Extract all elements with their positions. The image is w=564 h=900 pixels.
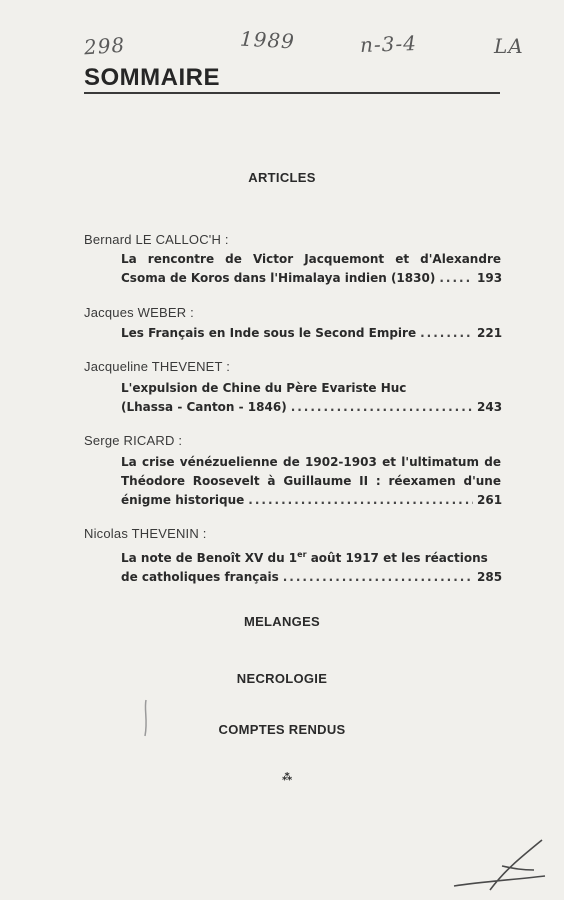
dot-leader [291, 398, 473, 417]
entry-title [121, 379, 501, 417]
dot-leader [439, 269, 473, 288]
section-heading-necrologie: NECROLOGIE [236, 671, 328, 686]
entry-author: Jacques WEBER : [84, 305, 194, 320]
entry-title-text: (Lhassa - Canton - 1846) [121, 400, 287, 414]
corner-scribble [450, 830, 550, 896]
entry-title-text-part: La note de Benoît XV du 1 [121, 551, 298, 565]
handwritten-note-number: 298 [83, 32, 126, 60]
page-title: SOMMAIRE [84, 64, 220, 91]
margin-pencil-mark [140, 698, 152, 738]
handwritten-note-code: LA [494, 34, 524, 58]
handwritten-note-issue: n-3-4 [359, 31, 418, 57]
entry-title-line: La crise vénézuelienne de 1902-1903 et l'ultimatum de [121, 455, 501, 469]
page-number: 193 [477, 271, 503, 285]
entry-title-line [121, 398, 501, 417]
entry-title-line [121, 568, 501, 587]
page-number: 243 [477, 400, 503, 414]
entry-author: Bernard LE CALLOC'H : [84, 232, 229, 247]
entry-title-line [121, 491, 501, 510]
entry-title-line: L'expulsion de Chine du Père Evariste Huc [121, 381, 407, 395]
asterism-ornament: ⁂ [282, 772, 293, 783]
entry-title [121, 250, 501, 288]
page-number: 261 [477, 493, 503, 507]
title-rule [84, 92, 500, 94]
section-heading-articles: ARTICLES [248, 170, 316, 185]
entry-author: Serge RICARD : [84, 433, 183, 448]
entry-title-text-part: août 1917 et les réactions [306, 551, 488, 565]
entry-author: Jacqueline THEVENET : [84, 359, 231, 374]
entry-title-text: Csoma de Koros dans l'Himalaya indien (1830) [121, 271, 436, 285]
page-number: 221 [477, 326, 503, 340]
entry-title-text: énigme historique [121, 493, 245, 507]
entry-title-line [121, 269, 501, 288]
entry-title-line: Théodore Roosevelt à Guillaume II : réexamen d'une [121, 474, 501, 488]
entry-title [121, 324, 501, 343]
page-number: 285 [477, 570, 503, 584]
section-heading-melanges: MELANGES [243, 614, 321, 629]
dot-leader [248, 491, 473, 510]
dot-leader [420, 324, 473, 343]
ordinal-superscript: er [297, 550, 307, 559]
entry-title [121, 453, 501, 510]
entry-title-text: Les Français en Inde sous le Second Empire [121, 326, 417, 340]
dot-leader [283, 568, 473, 587]
entry-title-line [121, 545, 501, 568]
entry-title [121, 545, 501, 587]
handwritten-note-year: 1989 [239, 26, 296, 54]
entry-title-text: de catholiques français [121, 570, 279, 584]
section-heading-comptes-rendus: COMPTES RENDUS [218, 722, 346, 737]
entry-title-text [121, 545, 488, 568]
entry-title-line [121, 324, 501, 343]
entry-author: Nicolas THEVENIN : [84, 526, 207, 541]
entry-title-line: La rencontre de Victor Jacquemont et d'Alexandre [121, 252, 501, 266]
